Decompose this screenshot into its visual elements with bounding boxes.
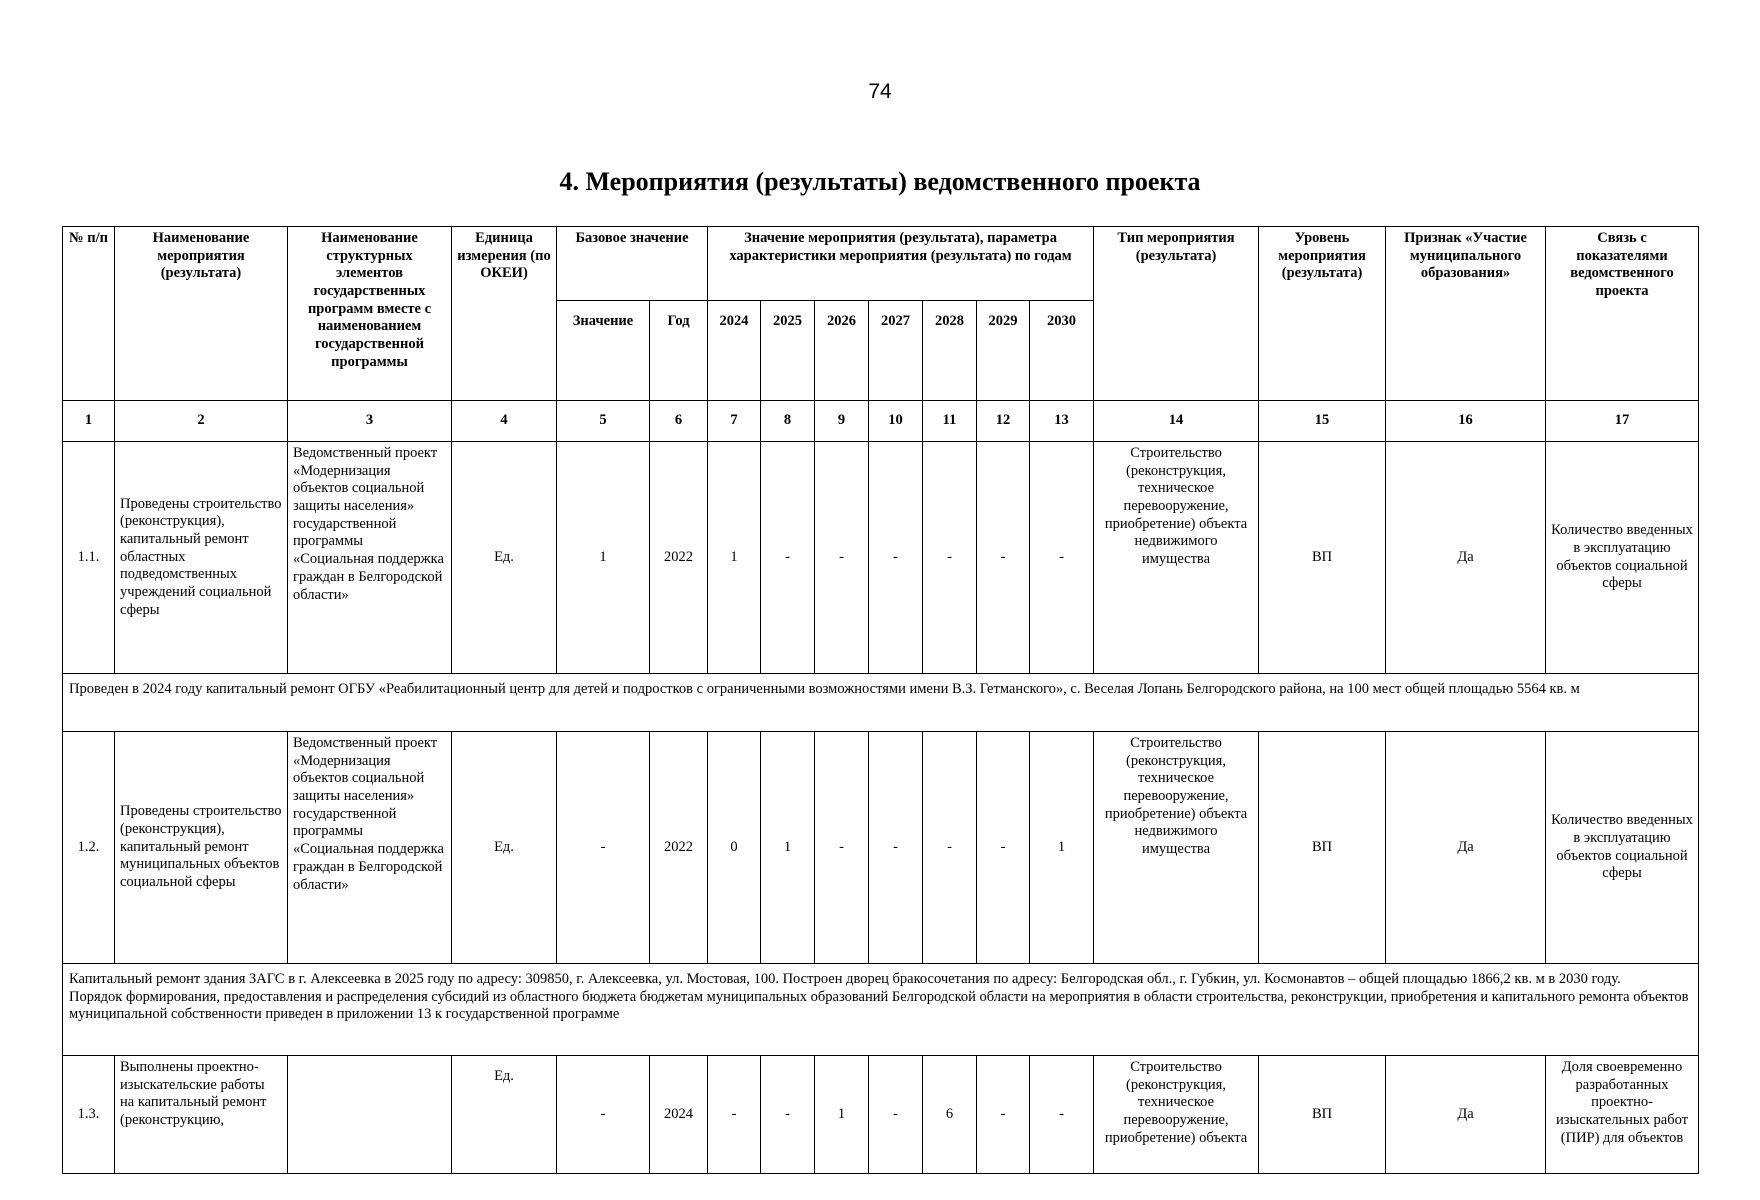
row-year-2026: 1 <box>815 1056 869 1174</box>
col-num-5: 5 <box>557 401 650 442</box>
row-name: Проведены строительство (реконструкция), капитальный ремонт муниципальных объектов социальной сферы <box>115 732 288 964</box>
table-row <box>63 442 1699 674</box>
row-municipal: Да <box>1386 732 1546 964</box>
row-note <box>63 674 1699 732</box>
page-number: 74 <box>868 80 892 103</box>
note-line-2: Порядок формирования, предоставления и распределения субсидий из областного бюджета бюджетам муниципальных образований Белгородской области на мероприятия в области строительства, реконструкции, приобретения и капитального ремонта объектов муниципальной собственности приведен в приложении 13 к государственной программе <box>69 988 1689 1023</box>
row-link: Доля своевременно разработанных проектно-изыскательных работ (ПИР) для объектов <box>1546 1056 1699 1174</box>
col-num-6: 6 <box>650 401 708 442</box>
row-link: Количество введенных в эксплуатацию объектов социальной сферы <box>1546 442 1699 674</box>
col-num-12: 12 <box>977 401 1030 442</box>
header-year-2028: 2028 <box>923 301 977 401</box>
row-year-2027: - <box>869 442 923 674</box>
col-num-10: 10 <box>869 401 923 442</box>
note-text: Проведен в 2024 году капитальный ремонт ОГБУ «Реабилитационный центр для детей и подростков с ограниченными возможностями имени В.З. Гетманского», с. Веселая Лопань Белгородского района, на 100 мест общей площадью 5564 кв. м <box>63 674 1699 732</box>
row-num: 1.1. <box>63 442 115 674</box>
row-year-2025: 1 <box>761 732 815 964</box>
header-level: Уровень мероприятия (результата) <box>1259 227 1386 401</box>
header-unit: Единица измерения (по ОКЕИ) <box>452 227 557 401</box>
row-year-2029: - <box>977 732 1030 964</box>
row-name: Проведены строительство (реконструкция), капитальный ремонт областных подведомственных учреждений социальной сферы <box>115 442 288 674</box>
col-num-17: 17 <box>1546 401 1699 442</box>
row-year-2026: - <box>815 442 869 674</box>
row-municipal: Да <box>1386 1056 1546 1174</box>
row-base-year: 2022 <box>650 442 708 674</box>
row-note <box>63 964 1699 1056</box>
row-year-2030: - <box>1030 1056 1094 1174</box>
table-row <box>63 1056 1699 1174</box>
row-type: Строительство (реконструкция, техническое перевооружение, приобретение) объекта недвижимого имущества <box>1094 732 1259 964</box>
row-base-year: 2024 <box>650 1056 708 1174</box>
col-num-7: 7 <box>708 401 761 442</box>
row-level: ВП <box>1259 442 1386 674</box>
col-num-13: 13 <box>1030 401 1094 442</box>
col-num-9: 9 <box>815 401 869 442</box>
header-year-2026: 2026 <box>815 301 869 401</box>
row-municipal: Да <box>1386 442 1546 674</box>
row-year-2026: - <box>815 732 869 964</box>
col-num-1: 1 <box>63 401 115 442</box>
header-base-year: Год <box>650 301 708 401</box>
header-year-2029: 2029 <box>977 301 1030 401</box>
row-base-year: 2022 <box>650 732 708 964</box>
row-year-2027: - <box>869 1056 923 1174</box>
note-text <box>63 964 1699 1056</box>
row-type: Строительство (реконструкция, техническое перевооружение, приобретение) объекта недвижимого имущества <box>1094 442 1259 674</box>
row-level: ВП <box>1259 1056 1386 1174</box>
header-year-2025: 2025 <box>761 301 815 401</box>
col-num-3: 3 <box>288 401 452 442</box>
header-year-2027: 2027 <box>869 301 923 401</box>
row-structural <box>288 1056 452 1174</box>
row-type: Строительство (реконструкция, техническое перевооружение, приобретение) объекта <box>1094 1056 1259 1174</box>
header-municipal: Признак «Участие муниципального образования» <box>1386 227 1546 401</box>
row-base-value: 1 <box>557 442 650 674</box>
header-base: Базовое значение <box>557 227 708 301</box>
col-num-8: 8 <box>761 401 815 442</box>
header-row <box>63 227 1699 301</box>
col-num-4: 4 <box>452 401 557 442</box>
row-year-2029: - <box>977 442 1030 674</box>
header-base-value: Значение <box>557 301 650 401</box>
header-link: Связь с показателями ведомственного проекта <box>1546 227 1699 401</box>
page-title: 4. Мероприятия (результаты) ведомственного проекта <box>559 167 1201 196</box>
row-structural: Ведомственный проект «Модернизация объектов социальной защиты населения» государственной программы «Социальная поддержка граждан в Белгородской области» <box>288 442 452 674</box>
row-num: 1.2. <box>63 732 115 964</box>
row-year-2027: - <box>869 732 923 964</box>
col-num-16: 16 <box>1386 401 1546 442</box>
header-year-2030: 2030 <box>1030 301 1094 401</box>
header-num: № п/п <box>63 227 115 401</box>
header-type: Тип мероприятия (результата) <box>1094 227 1259 401</box>
note-line-1: Капитальный ремонт здания ЗАГС в г. Алексеевка в 2025 году по адресу: 309850, г. Алексеевка, ул. Мостовая, 100. Построен дворец бракосочетания по адресу: Белгородская обл., г. Губкин, ул. Космонавтов – общей площадью 1866,2 кв. м в 2030 году. <box>69 971 1621 987</box>
row-structural: Ведомственный проект «Модернизация объектов социальной защиты населения» государственной программы «Социальная поддержка граждан в Белгородской области» <box>288 732 452 964</box>
table-row <box>63 732 1699 964</box>
header-structural: Наименование структурных элементов государственных программ вместе с наименованием государственной программы <box>288 227 452 401</box>
row-name: Выполнены проектно-изыскательские работы на капитальный ремонт (реконструкцию, <box>115 1056 288 1174</box>
col-num-14: 14 <box>1094 401 1259 442</box>
row-base-value: - <box>557 732 650 964</box>
row-num: 1.3. <box>63 1056 115 1174</box>
events-table <box>62 226 1699 1174</box>
row-unit: Ед. <box>452 442 557 674</box>
row-unit: Ед. <box>452 732 557 964</box>
header-year-2024: 2024 <box>708 301 761 401</box>
row-year-2024: 0 <box>708 732 761 964</box>
row-base-value: - <box>557 1056 650 1174</box>
row-year-2024: - <box>708 1056 761 1174</box>
row-unit: Ед. <box>452 1056 557 1174</box>
row-year-2030: 1 <box>1030 732 1094 964</box>
row-year-2028: 6 <box>923 1056 977 1174</box>
row-level: ВП <box>1259 732 1386 964</box>
header-by-years: Значение мероприятия (результата), параметра характеристики мероприятия (результата) по годам <box>708 227 1094 301</box>
column-numbers-row <box>63 401 1699 442</box>
row-year-2029: - <box>977 1056 1030 1174</box>
row-year-2028: - <box>923 442 977 674</box>
col-num-15: 15 <box>1259 401 1386 442</box>
row-year-2025: - <box>761 1056 815 1174</box>
header-name: Наименование мероприятия (результата) <box>115 227 288 401</box>
row-link: Количество введенных в эксплуатацию объектов социальной сферы <box>1546 732 1699 964</box>
row-year-2024: 1 <box>708 442 761 674</box>
row-year-2028: - <box>923 732 977 964</box>
col-num-2: 2 <box>115 401 288 442</box>
col-num-11: 11 <box>923 401 977 442</box>
row-year-2030: - <box>1030 442 1094 674</box>
row-year-2025: - <box>761 442 815 674</box>
